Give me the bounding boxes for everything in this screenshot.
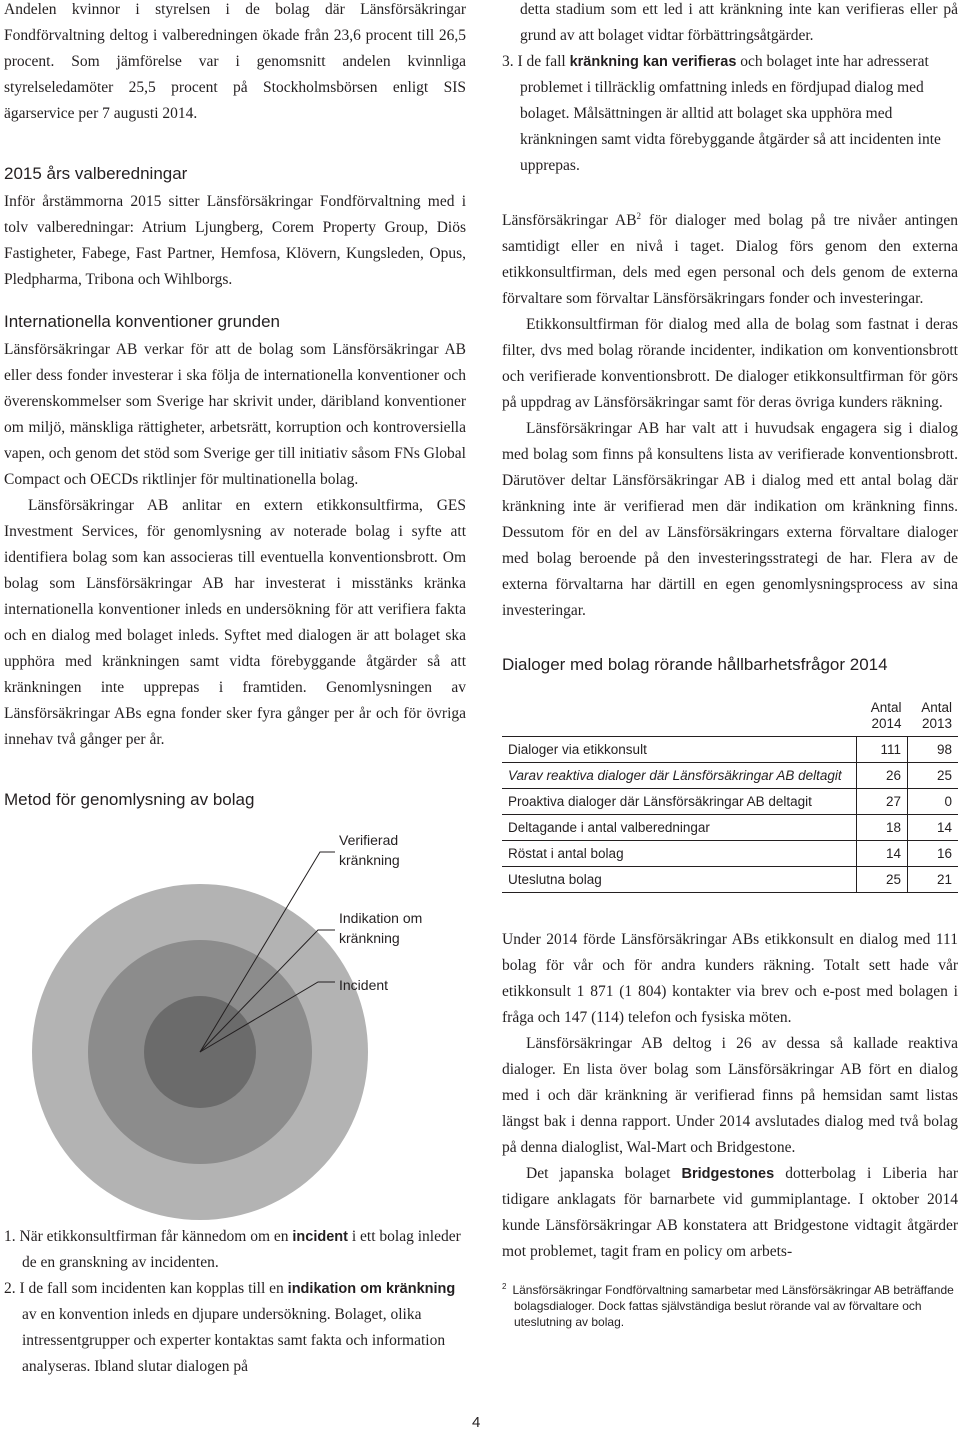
table-row — [502, 841, 958, 867]
after-table-paragraph-1: Under 2014 förde Länsförsäkringar ABs etikkonsult en dialog med 111 bolag för vår och för andra kunders räkning. Totalt sett hade vår etikkonsult 1 871 (1 804) kontakter via brev och e-post med bolagen i fråga och 147 (114) telefon och fysiska möten. — [502, 931, 958, 1027]
table-cell-label: Röstat i antal bolag — [502, 841, 857, 867]
dialog-paragraph-3: Länsförsäkringar AB har valt att i huvudsak engagera sig i dialog med bolag som finns på konsultens lista av verifierade konventionsbrott. Därutöver deltar Länsförsäkringar AB i dialog med ett antal bolag där kränkning inte är verifierad men där indikation om kränkning finns. Dessutom för en del av Länsförsäkringars externa förvaltare dialoger med bolag beroende på den investeringsstrategi de har. Flera av de externa förvaltarna har därtill en egen genomlysningsprocess av sina investeringar. — [502, 420, 958, 620]
table-cell-2013: 98 — [908, 737, 959, 763]
konventioner-paragraph-2: Länsförsäkringar AB anlitar en extern etikkonsultfirma, GES Investment Services, för genomlysning av noterade bolag i syfte att identifiera bolag som kan associeras till eventuella konventionsbrott. Om bolag som Länsförsäkringar AB har investerat i misstänks kränka internationella konventioner inleds en undersökning för att verifiera fakta och en dialog med bolaget inleds. Syftet med dialogen är att bolaget ska upphöra med kränkningen samt vidta förebyggande åtgärder så att kränkningen inte upprepas i framtiden. Genomlysningen av Länsförsäkringar ABs egna fonder sker fyra gånger per år och för övriga innehav två gånger per år. — [4, 497, 466, 748]
after-table-paragraph-3: Det japanska bolaget Bridgestones dotterbolag i Liberia har tidigare anklagats för barnarbete vid gummiplantage. I oktober 2014 kunde Länsförsäkringar AB konstatera att Bridgestone vidtagit åtgärder mot problemet, tagit fram en policy om arbets- — [502, 1165, 958, 1261]
label-indikation-om-krankning: Indikation om kränkning — [339, 910, 423, 946]
table-row — [502, 789, 958, 815]
footnote-text: Länsförsäkringar Fondförvaltning samarbetar med Länsförsäkringar AB beträffande bolagsdialoger. Dock fattas självständiga beslut rörande val av förvaltare och uteslutning av bolag. — [512, 1283, 954, 1330]
table-cell-2014: 111 — [857, 737, 908, 763]
bridgestones-keyword: Bridgestones — [681, 1166, 775, 1183]
table-header-2013: Antal 2013 — [921, 700, 952, 732]
table-cell-2014: 25 — [857, 867, 908, 893]
footnote — [502, 1279, 958, 1330]
heading-table: Dialoger med bolag rörande hållbarhetsfrågor 2014 — [502, 655, 888, 675]
step-2: 2. I de fall som incidenten kan kopplas till en indikation om kränkning av en konvention inleds en djupare undersökning. Bolaget, olika intressentgrupper och experter kontaktas samt fakta och information analyseras. Ibland slutar dialogen på — [4, 1280, 456, 1375]
step-3: 3. I de fall kränkning kan verifieras och bolaget inte har adresserat problemet i tillräcklig omfattning inleds en fördjupad dialog med bolaget. Målsättningen är alltid att bolaget ska upphöra med kränkningen samt vidta förebyggande åtgärder så att incidenten inte upprepas. — [502, 53, 941, 174]
table-cell-2013: 21 — [908, 867, 959, 893]
method-steps-left — [4, 1224, 466, 1380]
continued-paragraph: detta stadium som ett led i att kränkning inte kan verifieras eller på grund av att bolaget vidtar förbättringsåtgärder. — [520, 1, 958, 44]
valberedningar-paragraph: Inför årstämmorna 2015 sitter Länsförsäkringar Fondförvaltning med i tolv valberedningar: Atrium Ljungberg, Corem Property Group, Diös Fastigheter, Fabege, Fast Partner, Hemfosa, Klövern, Kungsleden, Opus, Pledpharma, Tribona och Wihlborgs. — [4, 193, 466, 288]
table-row — [502, 867, 958, 893]
table-cell-2013: 16 — [908, 841, 959, 867]
right-column — [502, 0, 958, 1330]
table-row — [502, 737, 958, 763]
label-verifierad-krankning: Verifierad kränkning — [339, 832, 400, 868]
concentric-diagram — [0, 800, 466, 1220]
step-2-keyword: indikation om kränkning — [287, 1281, 456, 1297]
table-cell-label: Deltagande i antal valberedningar — [502, 815, 857, 841]
table-cell-2014: 18 — [857, 815, 908, 841]
table-cell-2013: 14 — [908, 815, 959, 841]
table-cell-label: Dialoger via etikkonsult — [502, 737, 857, 763]
footnote-number: 2 — [502, 1282, 507, 1292]
label-incident: Incident — [339, 977, 389, 993]
step-1: 1. När etikkonsultfirman får kännedom om en incident i ett bolag inleder de en granskning av incidenten. — [4, 1228, 461, 1271]
left-column — [4, 0, 466, 811]
footnote-ref: 2 — [636, 211, 642, 221]
table-header-label — [502, 692, 857, 737]
table-cell-2014: 26 — [857, 763, 908, 789]
table-row — [502, 815, 958, 841]
intro-paragraph: Andelen kvinnor i styrelsen i de bolag där Länsförsäkringar Fondförvaltning deltog i valberedningen ökade från 23,6 procent till 26,5 procent. Som jämförelse var i genomsnitt andelen kvinnliga styrelseledamöter 25,5 procent på Stockholmsbörsen enligt SIS ägarservice per 7 augusti 2014. — [4, 1, 466, 122]
page-number: 4 — [472, 1414, 481, 1431]
table-cell-label: Uteslutna bolag — [502, 867, 857, 893]
table-cell-label: Proaktiva dialoger där Länsförsäkringar AB deltagit — [502, 789, 857, 815]
dialog-paragraph-1: Länsförsäkringar $AB^2$ för dialoger med bolag på tre nivåer antingen samtidigt eller en nivå i taget. Dialog förs genom den externa etikkonsultfirman, dels med egen personal och dels genom de externa förvaltare som förvaltar Länsförsäkringars fonder och investeringar. — [502, 211, 958, 308]
table-cell-2013: 0 — [908, 789, 959, 815]
table-header-2014: Antal 2014 — [870, 700, 902, 732]
step-1-keyword: incident — [292, 1229, 348, 1245]
table-cell-label: Varav reaktiva dialoger där Länsförsäkringar AB deltagit — [502, 763, 857, 789]
dialog-paragraph-2: Etikkonsultfirman för dialog med alla de bolag som fastnat i deras filter, dvs med bolag rörande incidenter, indikation om konventionsbrott och verifierade konventionsbrott. De dialoger etikkonsultfirman för görs på uppdrag av Länsförsäkringar samt för deras övriga kunders räkning. — [502, 316, 958, 412]
heading-konventioner: Internationella konventioner grunden — [4, 312, 280, 331]
konventioner-paragraph-1: Länsförsäkringar AB verkar för att de bolag som Länsförsäkringar AB eller dess fonder investerar i ska följa de internationella konventioner och överenskommelser som Sverige har skrivit under, däribland konventioner om miljö, mänskliga rättigheter, arbetsrätt, korruption och kontroversiella vapen, och genom det stöd som Sverige ger till initiativ såsom FNs Global Compact och OECDs riktlinjer för multinationella bolag. — [4, 341, 466, 488]
step-3-keyword: kränkning kan verifieras — [569, 54, 737, 70]
table-cell-2014: 14 — [857, 841, 908, 867]
table-cell-2014: 27 — [857, 789, 908, 815]
table-row — [502, 763, 958, 789]
after-table-paragraph-2: Länsförsäkringar AB deltog i 26 av dessa så kallade reaktiva dialoger. En lista över bolag som Länsförsäkringar AB fört en dialog med i och där kränkning är verifierad finns på hemsidan samt listas längst bak i denna rapport. Under 2014 avslutades dialog med två bolag på denna dialoglist, Wal-Mart och Bridgestone. — [502, 1035, 958, 1157]
table-cell-2013: 25 — [908, 763, 959, 789]
heading-valberedningar: 2015 års valberedningar — [4, 164, 188, 183]
dialog-stats-table — [502, 692, 958, 893]
heading-metod: Metod för genomlysning av bolag — [4, 790, 255, 809]
